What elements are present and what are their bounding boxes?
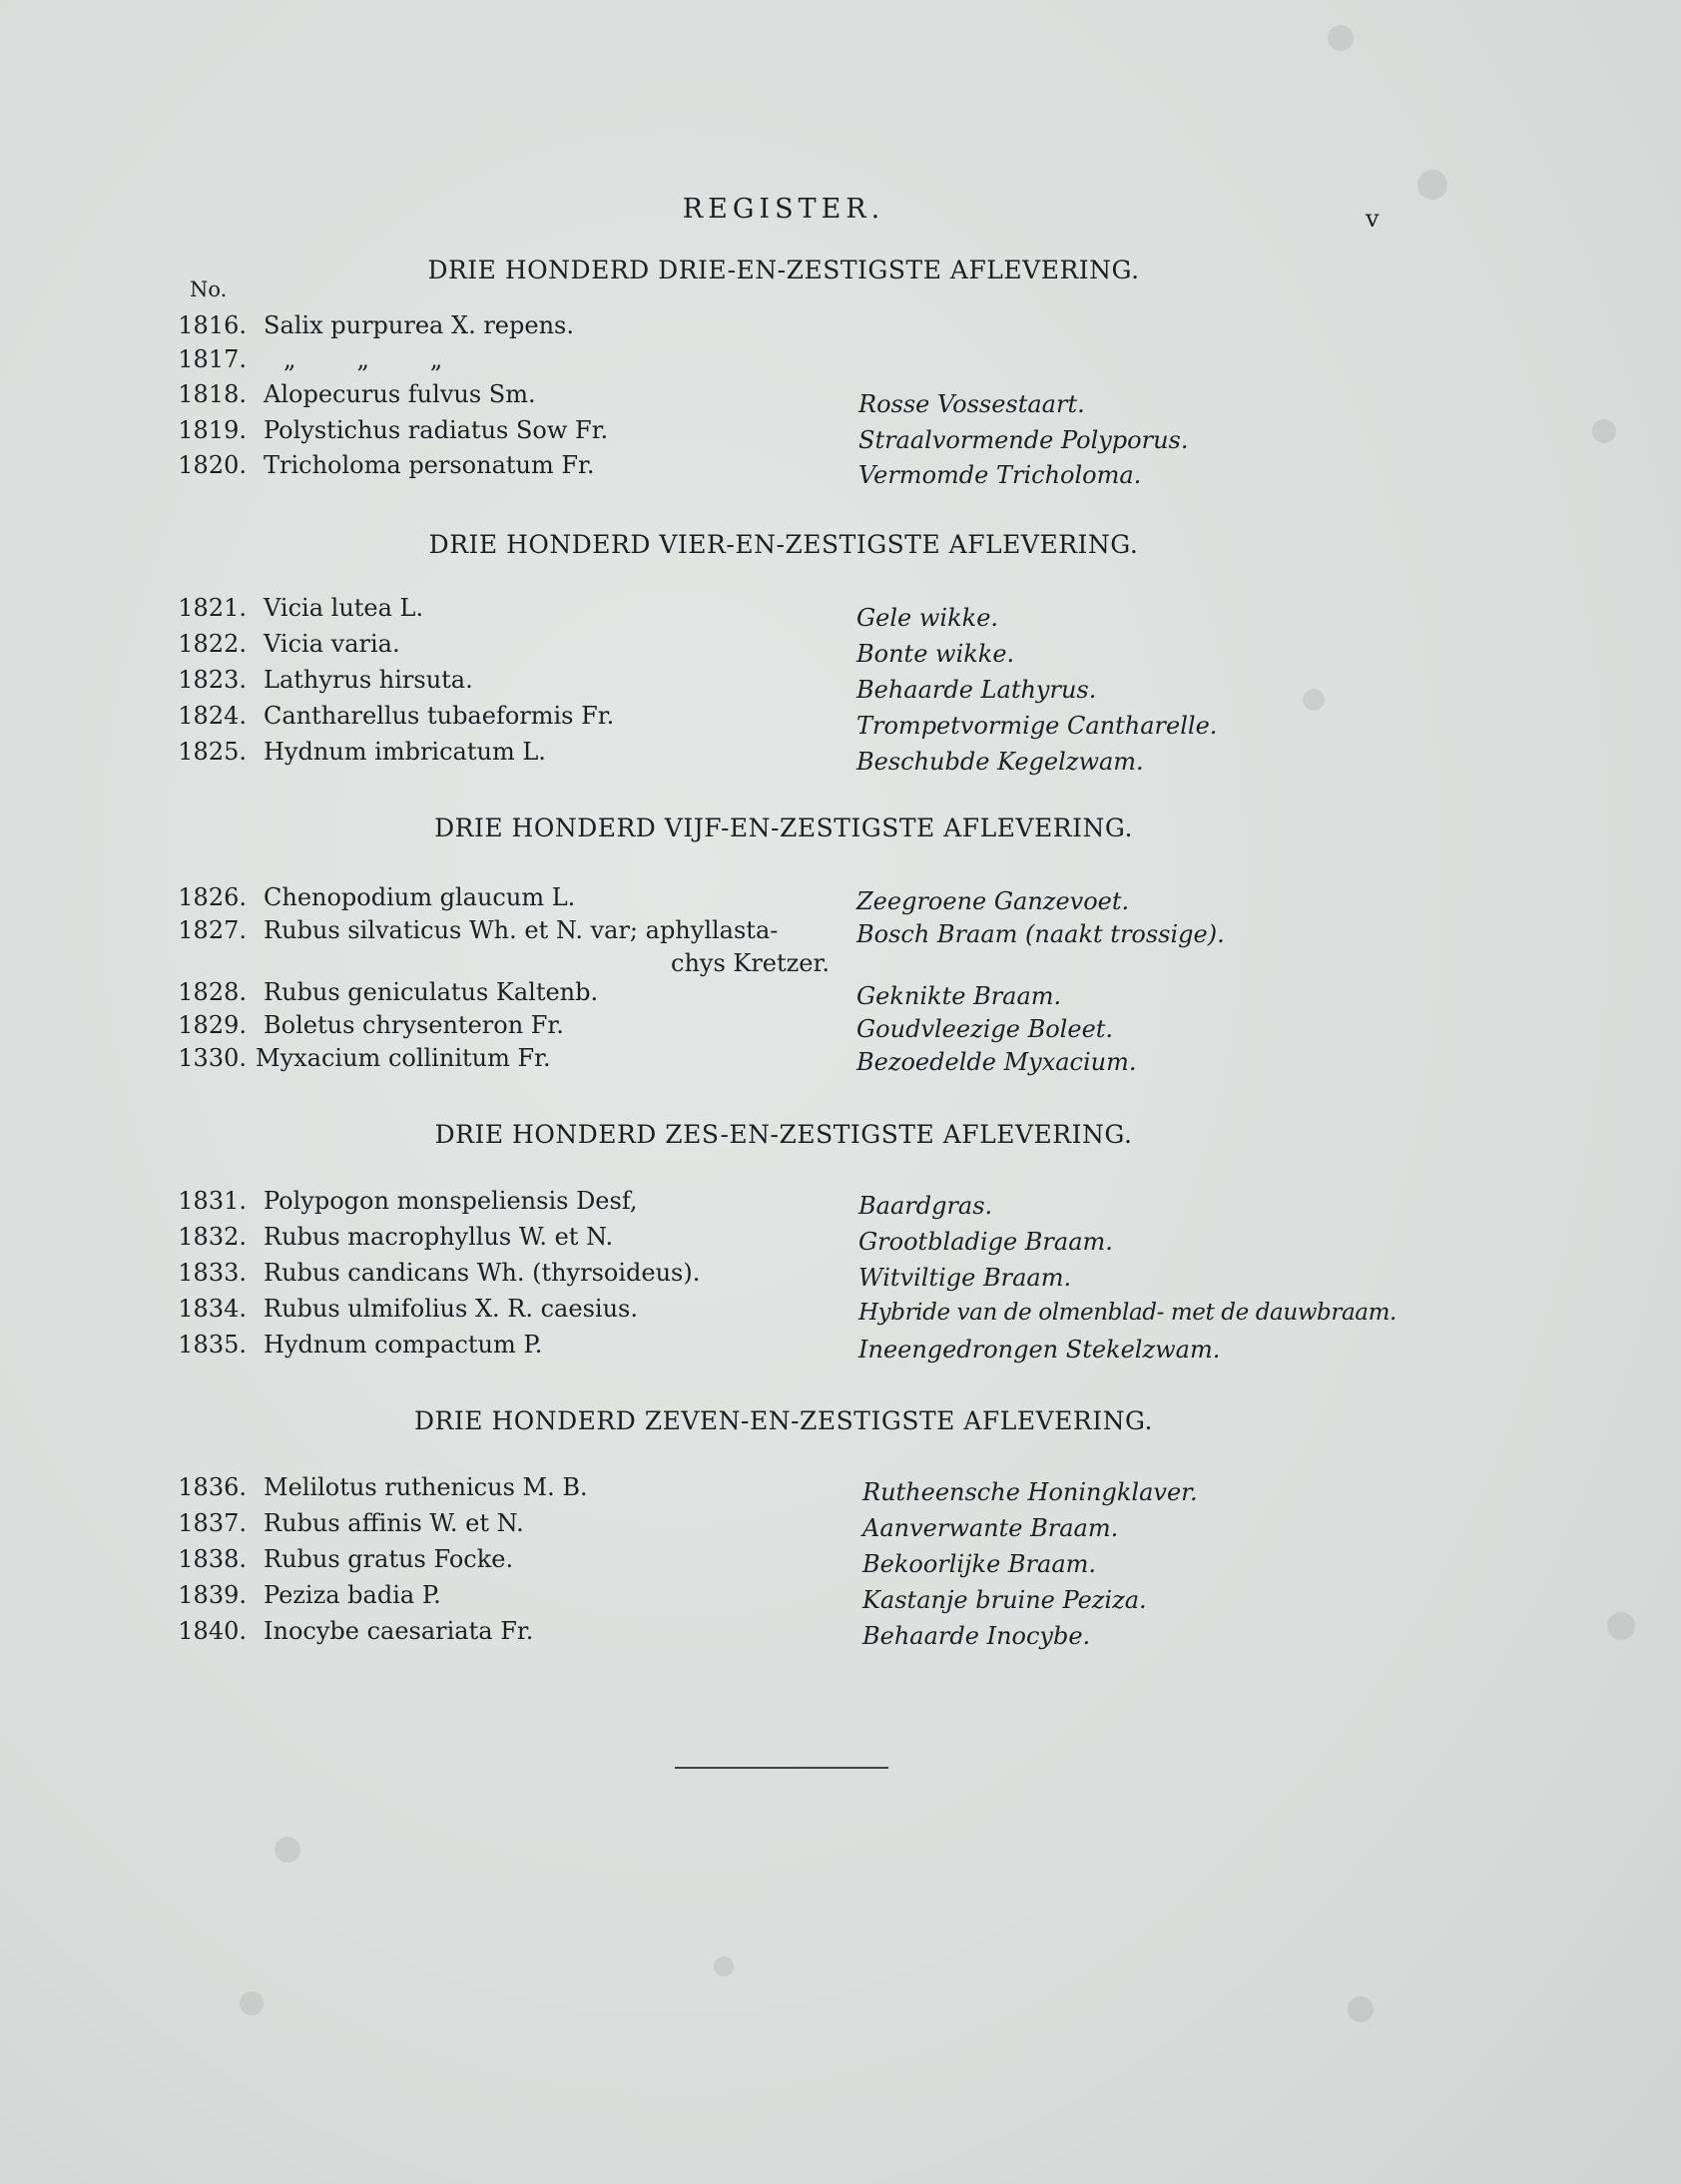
common-name: Rutheensche Honingklaver. — [862, 1478, 1198, 1506]
entry-number: 1837. — [178, 1509, 247, 1537]
entry-number: 1838. — [178, 1545, 247, 1573]
paper-stain — [240, 1991, 264, 2015]
register-entry — [172, 978, 1429, 1012]
entry-number: 1819. — [178, 416, 247, 444]
section-heading: DRIE HONDERD ZEVEN-EN-ZESTIGSTE AFLEVERING. — [414, 1406, 1153, 1435]
common-name: Ineengedrongen Stekelzwam. — [858, 1336, 1221, 1364]
register-entry — [172, 594, 1429, 632]
register-entry — [172, 345, 1429, 379]
register-entry — [172, 1223, 1429, 1257]
entry-number: 1822. — [178, 630, 247, 658]
common-name: Rosse Vossestaart. — [858, 390, 1085, 418]
section-heading: DRIE HONDERD ZES-EN-ZESTIGSTE AFLEVERING. — [434, 1120, 1133, 1149]
register-entry — [172, 1331, 1429, 1365]
section-heading: DRIE HONDERD DRIE-EN-ZESTIGSTE AFLEVERING. — [427, 256, 1140, 284]
scientific-name: Polystichus radiatus Sow Fr. — [264, 416, 609, 444]
entry-number: 1817. — [178, 345, 247, 373]
scientific-name: Salix purpurea X. repens. — [264, 311, 574, 339]
section-heading: DRIE HONDERD VIJF-EN-ZESTIGSTE AFLEVERING. — [434, 814, 1133, 842]
register-entry — [172, 1509, 1429, 1543]
page-title: REGISTER. — [682, 194, 885, 225]
paper-stain — [714, 1956, 734, 1976]
entry-number: 1829. — [178, 1011, 247, 1039]
common-name: Trompetvormige Cantharelle. — [856, 712, 1218, 740]
register-entry — [172, 883, 1429, 917]
common-name: Beschubde Kegelzwam. — [856, 748, 1144, 776]
entry-number: 1824. — [178, 702, 247, 730]
register-entry — [172, 916, 1429, 950]
scientific-name: Myxacium collinitum Fr. — [256, 1044, 551, 1072]
column-label-number: No. — [190, 277, 228, 301]
scientific-name: Peziza badia P. — [264, 1581, 441, 1609]
scientific-name: Polypogon monspeliensis Desf, — [264, 1187, 638, 1215]
scientific-name: Rubus ulmifolius X. R. caesius. — [264, 1295, 638, 1323]
register-entry — [172, 1044, 1429, 1078]
common-name: Behaarde Lathyrus. — [856, 676, 1097, 704]
scientific-name: Vicia lutea L. — [264, 594, 424, 622]
register-entry — [172, 1545, 1429, 1579]
register-entry — [172, 630, 1429, 668]
register-entry — [172, 1295, 1429, 1329]
common-name: Kastanje bruine Peziza. — [862, 1586, 1147, 1614]
entry-number: 1821. — [178, 594, 247, 622]
scientific-name: Rubus silvaticus Wh. et N. var; aphyllasta- — [264, 916, 779, 944]
entry-number: 1827. — [178, 916, 247, 944]
entry-number: 1330. — [178, 1044, 247, 1072]
common-name: Bonte wikke. — [856, 640, 1015, 668]
scientific-name-continuation: chys Kretzer. — [671, 949, 830, 977]
register-entry — [172, 451, 1429, 489]
common-name: Zeegroene Ganzevoet. — [856, 887, 1130, 915]
register-entry — [172, 1473, 1429, 1507]
entry-number: 1818. — [178, 380, 247, 408]
entry-number: 1825. — [178, 738, 247, 766]
scientific-name: Tricholoma personatum Fr. — [264, 451, 595, 479]
common-name: Aanverwante Braam. — [862, 1514, 1119, 1542]
entry-number: 1833. — [178, 1259, 247, 1287]
register-entry — [172, 380, 1429, 418]
closing-rule — [675, 1767, 888, 1769]
common-name: Hybride van de olmenblad- met de dauwbraam. — [858, 1300, 1397, 1326]
scientific-name: Inocybe caesariata Fr. — [264, 1617, 534, 1645]
common-name: Bosch Braam (naakt trossige). — [856, 920, 1225, 948]
paper-stain — [275, 1837, 300, 1863]
entry-number: 1836. — [178, 1473, 247, 1501]
entry-number: 1835. — [178, 1331, 247, 1359]
entry-number: 1839. — [178, 1581, 247, 1609]
paper-stain — [1607, 1612, 1635, 1640]
page-number: v — [1366, 205, 1380, 233]
common-name: Straalvormende Polyporus. — [858, 426, 1189, 454]
section-heading: DRIE HONDERD VIER-EN-ZESTIGSTE AFLEVERING. — [428, 530, 1139, 559]
register-entry — [172, 1011, 1429, 1045]
entry-number: 1816. — [178, 311, 247, 339]
common-name: Geknikte Braam. — [856, 982, 1062, 1010]
scientific-name: Alopecurus fulvus Sm. — [264, 380, 536, 408]
entry-number: 1831. — [178, 1187, 247, 1215]
entry-number: 1826. — [178, 883, 247, 911]
entry-number: 1823. — [178, 666, 247, 694]
common-name: Bekoorlijke Braam. — [862, 1550, 1097, 1578]
entry-number: 1832. — [178, 1223, 247, 1251]
register-entry — [172, 702, 1429, 740]
register-entry — [172, 738, 1429, 776]
ditto-marks: „ „ „ — [283, 345, 443, 373]
register-entry — [172, 416, 1429, 454]
register-entry — [172, 1617, 1429, 1651]
common-name: Goudvleezige Boleet. — [856, 1015, 1114, 1043]
entry-number: 1834. — [178, 1295, 247, 1323]
scientific-name: Cantharellus tubaeformis Fr. — [264, 702, 615, 730]
common-name: Vermomde Tricholoma. — [858, 461, 1142, 489]
scientific-name: Rubus macrophyllus W. et N. — [264, 1223, 614, 1251]
register-entry — [172, 1259, 1429, 1293]
entry-number: 1840. — [178, 1617, 247, 1645]
scientific-name: Vicia varia. — [264, 630, 400, 658]
common-name: Gele wikke. — [856, 604, 999, 632]
paper-stain — [1328, 25, 1354, 51]
common-name: Behaarde Inocybe. — [862, 1622, 1091, 1650]
scientific-name: Rubus affinis W. et N. — [264, 1509, 524, 1537]
common-name: Witviltige Braam. — [858, 1264, 1072, 1292]
scientific-name: Lathyrus hirsuta. — [264, 666, 473, 694]
scientific-name: Hydnum imbricatum L. — [264, 738, 546, 766]
scientific-name: Rubus gratus Focke. — [264, 1545, 514, 1573]
register-entry — [172, 1187, 1429, 1221]
scientific-name: Hydnum compactum P. — [264, 1331, 543, 1359]
register-entry — [172, 311, 1429, 345]
scientific-name: Boletus chrysenteron Fr. — [264, 1011, 564, 1039]
paper-stain — [1592, 419, 1616, 443]
paper-stain — [1348, 1996, 1374, 2022]
scientific-name: Rubus geniculatus Kaltenb. — [264, 978, 599, 1006]
register-entry — [172, 1581, 1429, 1615]
common-name: Bezoedelde Myxacium. — [856, 1048, 1137, 1076]
common-name: Baardgras. — [858, 1192, 993, 1220]
register-entry — [172, 666, 1429, 704]
entry-number: 1820. — [178, 451, 247, 479]
scientific-name: Rubus candicans Wh. (thyrsoideus). — [264, 1259, 701, 1287]
scientific-name: Chenopodium glaucum L. — [264, 883, 576, 911]
scientific-name: Melilotus ruthenicus M. B. — [264, 1473, 588, 1501]
common-name: Grootbladige Braam. — [858, 1228, 1113, 1256]
entry-number: 1828. — [178, 978, 247, 1006]
